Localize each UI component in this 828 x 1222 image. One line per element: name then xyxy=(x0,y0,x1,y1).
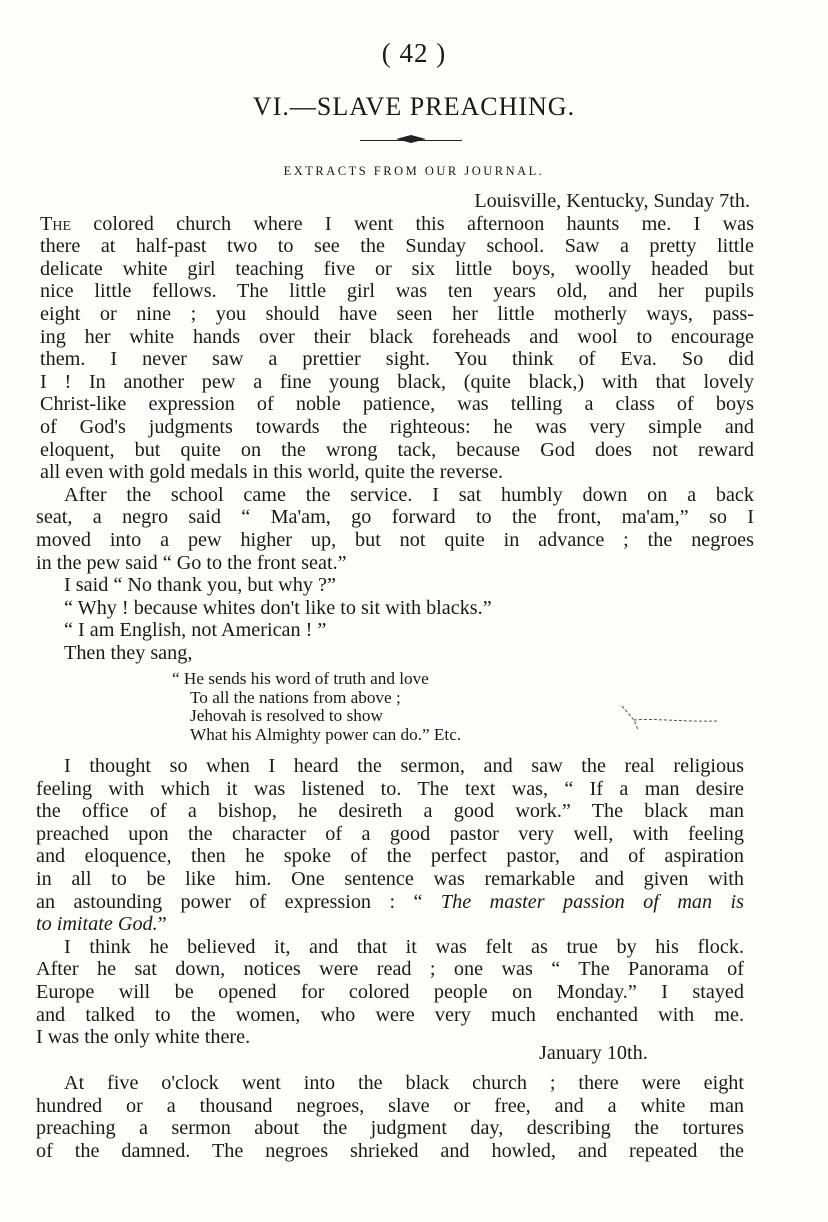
text-line: hundred or a thousand negroes, slave or free, and a white man xyxy=(36,1094,744,1117)
hymn-line: What his Almighty power can do.” Etc. xyxy=(190,724,462,744)
entry-louisville xyxy=(36,190,754,664)
text-line: all even with gold medals in this world, quite the reverse. xyxy=(40,461,504,484)
text-line: of God's judgments towards the righteous: he was very simple and xyxy=(40,415,754,438)
text-line: in the pew said “ Go to the front seat.” xyxy=(36,551,347,574)
hymn-line: “ He sends his word of truth and love xyxy=(172,669,429,688)
lead-word: The xyxy=(40,212,71,235)
text-line: preaching a sermon about the judgment day, describing the tortures xyxy=(36,1117,744,1140)
text-line: eloquent, but quite on the wrong tack, because God does not reward xyxy=(40,438,754,461)
dialogue-line: Then they sang, xyxy=(64,641,193,664)
text-line: I was the only white there. xyxy=(36,1026,251,1049)
text-line: ing her white hands over their black foreheads and wool to encourage xyxy=(40,325,754,348)
dialogue-line: “ I am English, not American ! ” xyxy=(64,619,327,642)
text-line: seat, a negro said “ Ma'am, go forward to the front, ma'am,” so I xyxy=(36,506,754,529)
text-line: feeling with which it was listened to. The text was, “ If a man desire xyxy=(36,777,744,800)
text-line: of the damned. The negroes shrieked and howled, and repeated the xyxy=(36,1139,744,1162)
italic-quote: The master passion of man is xyxy=(440,890,744,913)
dialogue-line: “ Why ! because whites don't like to sit with blacks.” xyxy=(64,596,492,619)
text-line: I think he believed it, and that it was felt as true by his flock. xyxy=(64,935,744,958)
text-line: moved into a pew higher up, but not quite in advance ; the negroes xyxy=(36,528,754,551)
entry-january xyxy=(36,1072,744,1162)
text-line: them. I never saw a prettier sight. You think of Eva. So did xyxy=(40,348,754,371)
text-line: an astounding power of expression : “ The master passion of man is xyxy=(36,890,744,913)
text-line: The colored church where I went this afternoon haunts me. I was xyxy=(40,212,754,235)
entry-sermon xyxy=(36,755,744,1049)
text-line: and talked to the women, who were very much enchanted with me. xyxy=(36,1003,744,1026)
page-number: ( 42 ) xyxy=(381,38,447,68)
ink-mark-icon xyxy=(612,700,722,740)
text-line: preached upon the character of a good pastor very well, with feeling xyxy=(36,822,744,845)
text-line: After he sat down, notices were read ; one was “ The Panorama of xyxy=(36,958,744,981)
text-line: At five o'clock went into the black church ; there were eight xyxy=(64,1072,744,1094)
dateline-louisville: Louisville, Kentucky, Sunday 7th. xyxy=(474,190,750,212)
hymn-verse xyxy=(172,670,461,744)
text-line: I thought so when I heard the sermon, and saw the real religious xyxy=(64,755,744,777)
section-subheading: EXTRACTS FROM OUR JOURNAL. xyxy=(283,164,545,178)
italic-quote: to imitate God. xyxy=(36,913,158,936)
text-line: nice little fellows. The little girl was ten years old, and her pupils xyxy=(40,280,754,303)
rule-ornament-icon xyxy=(396,135,426,143)
text-line: in all to be like him. One sentence was remarkable and given with xyxy=(36,867,744,890)
text-line: there at half-past two to see the Sunday school. Saw a pretty little xyxy=(40,235,754,258)
dateline-january: January 10th. xyxy=(539,1042,648,1064)
text-line: eight or nine ; you should have seen her little motherly ways, pass- xyxy=(40,302,754,325)
text-line: and eloquence, then he spoke of the perfect pastor, and of aspiration xyxy=(36,845,744,868)
text-line: After the school came the service. I sat humbly down on a back xyxy=(64,483,754,506)
text-line: I ! In another pew a fine young black, (quite black,) with that lovely xyxy=(40,370,754,393)
text-line: Europe will be opened for colored people on Monday.” I stayed xyxy=(36,980,744,1003)
hymn-line: To all the nations from above ; xyxy=(190,687,401,707)
dialogue-line: I said “ No thank you, but why ?” xyxy=(64,574,336,597)
text-line: to imitate God.” xyxy=(36,913,167,936)
text-line: Christ-like expression of noble patience, was telling a class of boys xyxy=(40,393,754,416)
hymn-line: Jehovah is resolved to show xyxy=(190,706,383,726)
chapter-heading: VI.—SLAVE PREACHING. xyxy=(252,92,576,121)
text-line: the office of a bishop, he desireth a good work.” The black man xyxy=(36,800,744,823)
text-line: delicate white girl teaching five or six little boys, woolly headed but xyxy=(40,257,754,280)
